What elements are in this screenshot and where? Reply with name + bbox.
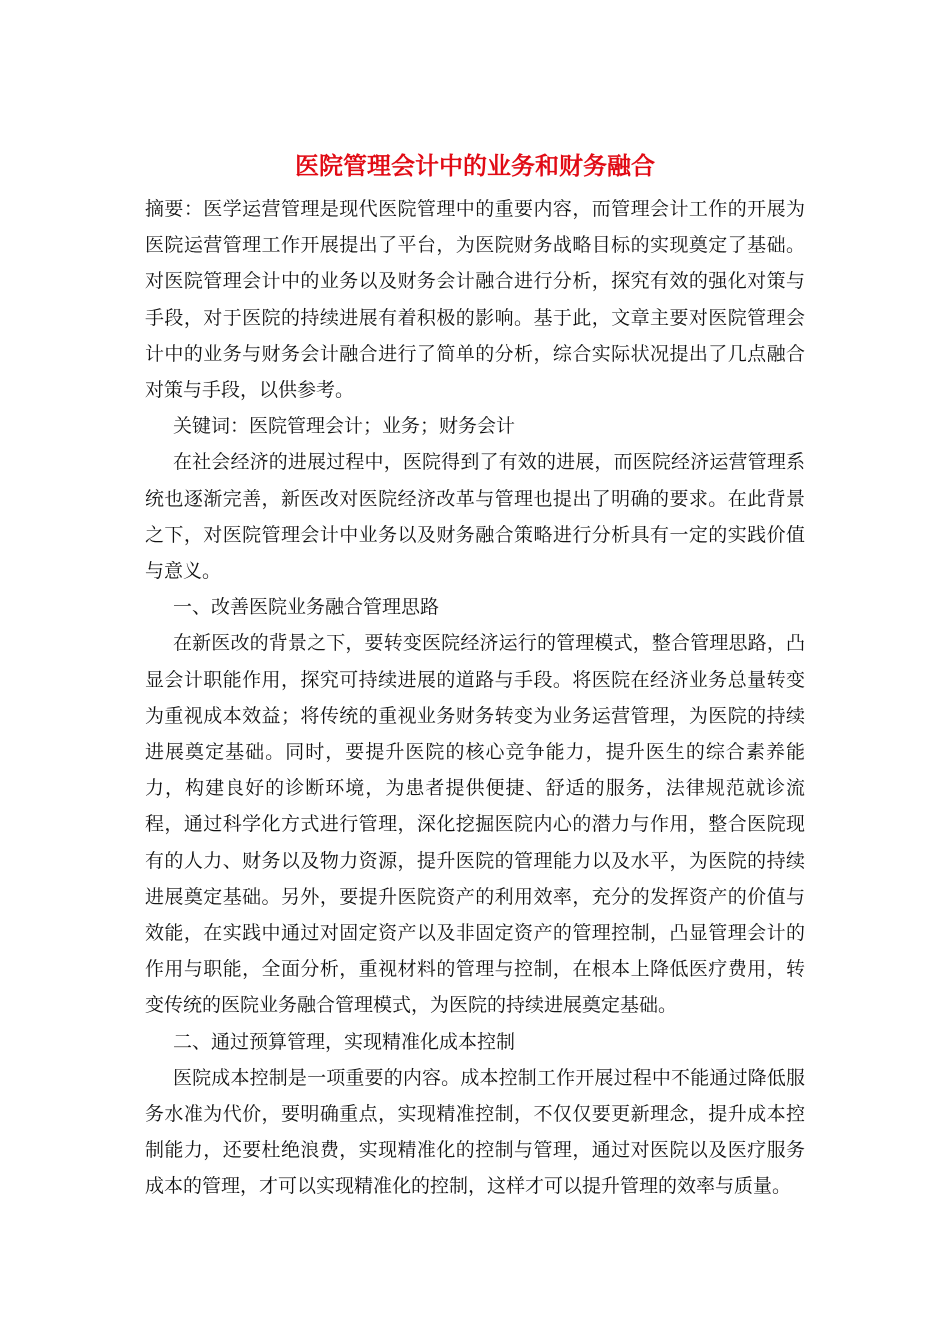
document-title: 医院管理会计中的业务和财务融合: [295, 151, 655, 180]
section-2-paragraph: 医院成本控制是一项重要的内容。成本控制工作开展过程中不能通过降低服务水准为代价，要明确重点，实现精准控制，不仅仅要更新理念，提升成本控制能力，还要杜绝浪费，实现精准化的控制与管理，通过对医院以及医疗服务成本的管理，才可以实现精准化的控制，这样才可以提升管理的效率与质量。: [145, 1066, 805, 1198]
abstract-paragraph: 摘要：医学运营管理是现代医院管理中的重要内容，而管理会计工作的开展为医院运营管理工作开展提出了平台，为医院财务战略目标的实现奠定了基础。对医院管理会计中的业务以及财务会计融合进行分析，探究有效的强化对策与手段，对于医院的持续进展有着积极的影响。基于此，文章主要对医院管理会计中的业务与财务会计融合进行了简单的分析，综合实际状况提出了几点融合对策与手段，以供参考。: [145, 198, 805, 402]
section-heading-2: 二、通过预算管理，实现精准化成本控制: [173, 1030, 516, 1053]
section-1-paragraph: 在新医改的背景之下，要转变医院经济运行的管理模式，整合管理思路，凸显会计职能作用，探究可持续进展的道路与手段。将医院在经济业务总量转变为重视成本效益；将传统的重视业务财务转变为业务运营管理，为医院的持续进展奠定基础。同时，要提升医院的核心竞争能力，提升医生的综合素养能力，构建良好的诊断环境，为患者提供便捷、舒适的服务，法律规范就诊流程，通过科学化方式进行管理，深化挖掘医院内心的潜力与作用，整合医院现有的人力、财务以及物力资源，提升医院的管理能力以及水平，为医院的持续进展奠定基础。另外，要提升医院资产的利用效率，充分的发挥资产的价值与效能，在实践中通过对固定资产以及非固定资产的管理控制，凸显管理会计的作用与职能，全面分析，重视材料的管理与控制，在根本上降低医疗费用，转变传统的医院业务融合管理模式，为医院的持续进展奠定基础。: [145, 632, 805, 1017]
keywords-paragraph: 关键词：医院管理会计；业务；财务会计: [173, 415, 516, 438]
document-body: [145, 191, 805, 1205]
intro-paragraph: 在社会经济的进展过程中，医院得到了有效的进展，而医院经济运营管理系统也逐渐完善，新医改对医院经济改革与管理也提出了明确的要求。在此背景之下，对医院管理会计中业务以及财务融合策略进行分析具有一定的实践价值与意义。: [145, 451, 805, 583]
section-heading-1: 一、改善医院业务融合管理思路: [173, 596, 440, 619]
